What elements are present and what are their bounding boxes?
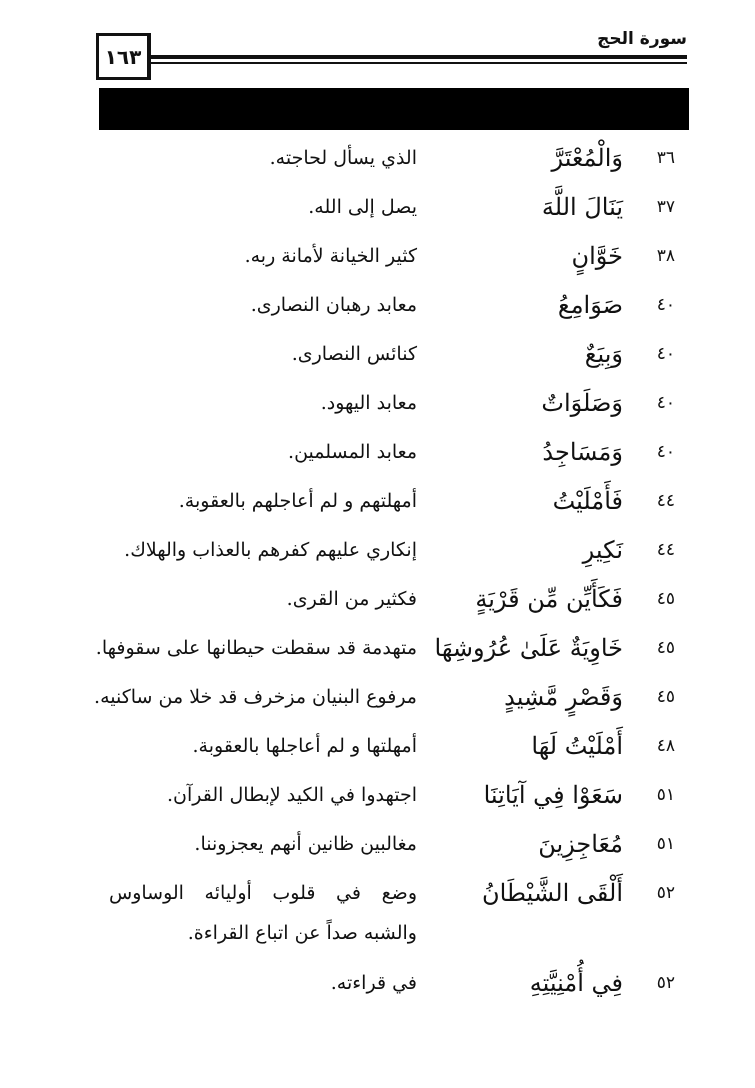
- word-meaning: في قراءته.: [330, 972, 417, 994]
- quran-word: فِي أُمْنِيَّتِهِ: [529, 969, 623, 997]
- quran-word: فَأَمْلَيْتُ: [552, 487, 623, 515]
- verse-number: ٥١: [656, 785, 675, 805]
- surah-name: سورة الحج: [597, 29, 687, 49]
- glossary-row: [0, 873, 755, 953]
- verse-number: ٤٠: [656, 393, 675, 413]
- verse-number: ٤٠: [656, 295, 675, 315]
- word-meaning: الذي يسأل لحاجته.: [269, 147, 417, 169]
- quran-word: يَنَالَ اللَّهَ: [541, 193, 623, 221]
- quran-word: فَكَأَيِّن مِّن قَرْيَةٍ: [475, 585, 623, 613]
- glossary-row: [0, 141, 755, 175]
- glossary-row: [0, 966, 755, 1000]
- glossary-row: [0, 190, 755, 224]
- verse-number: ٣٦: [656, 148, 675, 168]
- quran-word: وَمَسَاجِدُ: [542, 438, 623, 466]
- quran-word: خَوَّانٍ: [571, 242, 623, 270]
- word-meaning: كثير الخيانة لأمانة ربه.: [244, 245, 417, 267]
- word-meaning: معابد المسلمين.: [288, 441, 417, 463]
- quran-word: وَالْمُعْتَرَّ: [551, 144, 623, 172]
- glossary-row: [0, 435, 755, 469]
- verse-number: ٤٠: [656, 344, 675, 364]
- glossary-row: [0, 631, 755, 665]
- quran-word: صَوَامِعُ: [557, 291, 623, 319]
- page-number: ١٦٣: [96, 33, 151, 80]
- quran-word: وَصَلَوَاتٌ: [541, 389, 623, 417]
- verse-number: ٣٨: [656, 246, 675, 266]
- word-meaning: اجتهدوا في الكيد لإبطال القرآن.: [166, 784, 417, 806]
- verse-number: ٤٠: [656, 442, 675, 462]
- word-meaning: معابد رهبان النصارى.: [250, 294, 417, 316]
- verse-number: ٥١: [656, 834, 675, 854]
- glossary-row: [0, 239, 755, 273]
- word-meaning: فكثير من القرى.: [286, 588, 417, 610]
- verse-number: ٤٤: [656, 491, 675, 511]
- glossary-row: [0, 533, 755, 567]
- glossary-row: [0, 582, 755, 616]
- word-meaning: كنائس النصارى.: [291, 343, 417, 365]
- word-meaning: يصل إلى الله.: [308, 196, 417, 218]
- word-meaning: إنكاري عليهم كفرهم بالعذاب والهلاك.: [124, 539, 417, 561]
- glossary-row: [0, 386, 755, 420]
- quran-word: وَقَصْرٍ مَّشِيدٍ: [504, 683, 623, 711]
- verse-number: ٥٢: [656, 973, 675, 993]
- word-meaning: مرفوع البنيان مزخرف قد خلا من ساكنيه.: [94, 686, 417, 708]
- word-meaning: أمهلتهم و لم أعاجلهم بالعقوبة.: [178, 490, 417, 512]
- quran-word: أَمْلَيْتُ لَهَا: [531, 732, 623, 760]
- quran-word: خَاوِيَةٌ عَلَىٰ عُرُوشِهَا: [434, 634, 623, 662]
- verse-number: ٤٨: [656, 736, 675, 756]
- glossary-row: [0, 729, 755, 763]
- verse-number: ٣٧: [656, 197, 675, 217]
- quran-word: أَلْقَى الشَّيْطَانُ: [481, 879, 623, 907]
- quran-word: نَكِيرِ: [582, 536, 623, 564]
- glossary-row: [0, 827, 755, 861]
- glossary-row: [0, 337, 755, 371]
- glossary-row: [0, 680, 755, 714]
- verse-number: ٤٥: [656, 638, 675, 658]
- verse-number: ٤٤: [656, 540, 675, 560]
- glossary-row: [0, 288, 755, 322]
- verse-number: ٥٢: [656, 883, 675, 903]
- quran-word: سَعَوْا فِي آيَاتِنَا: [483, 781, 623, 809]
- glossary-row: [0, 484, 755, 518]
- quran-word: مُعَاجِزِينَ: [538, 830, 623, 858]
- word-meaning: معابد اليهود.: [320, 392, 417, 414]
- word-meaning: مغالبين ظانين أنهم يعجزوننا.: [194, 833, 417, 855]
- verse-number: ٤٥: [656, 687, 675, 707]
- verse-number: ٤٥: [656, 589, 675, 609]
- word-meaning: أمهلتها و لم أعاجلها بالعقوبة.: [192, 735, 417, 757]
- glossary-row: [0, 778, 755, 812]
- quran-word: وَبِيَعٌ: [584, 340, 623, 368]
- word-meaning: وضع في قلوب أوليائه الوساوس والشبه صداً عن اتباع القراءة.: [109, 882, 417, 944]
- word-meaning: متهدمة قد سقطت حيطانها على سقوفها.: [95, 637, 417, 659]
